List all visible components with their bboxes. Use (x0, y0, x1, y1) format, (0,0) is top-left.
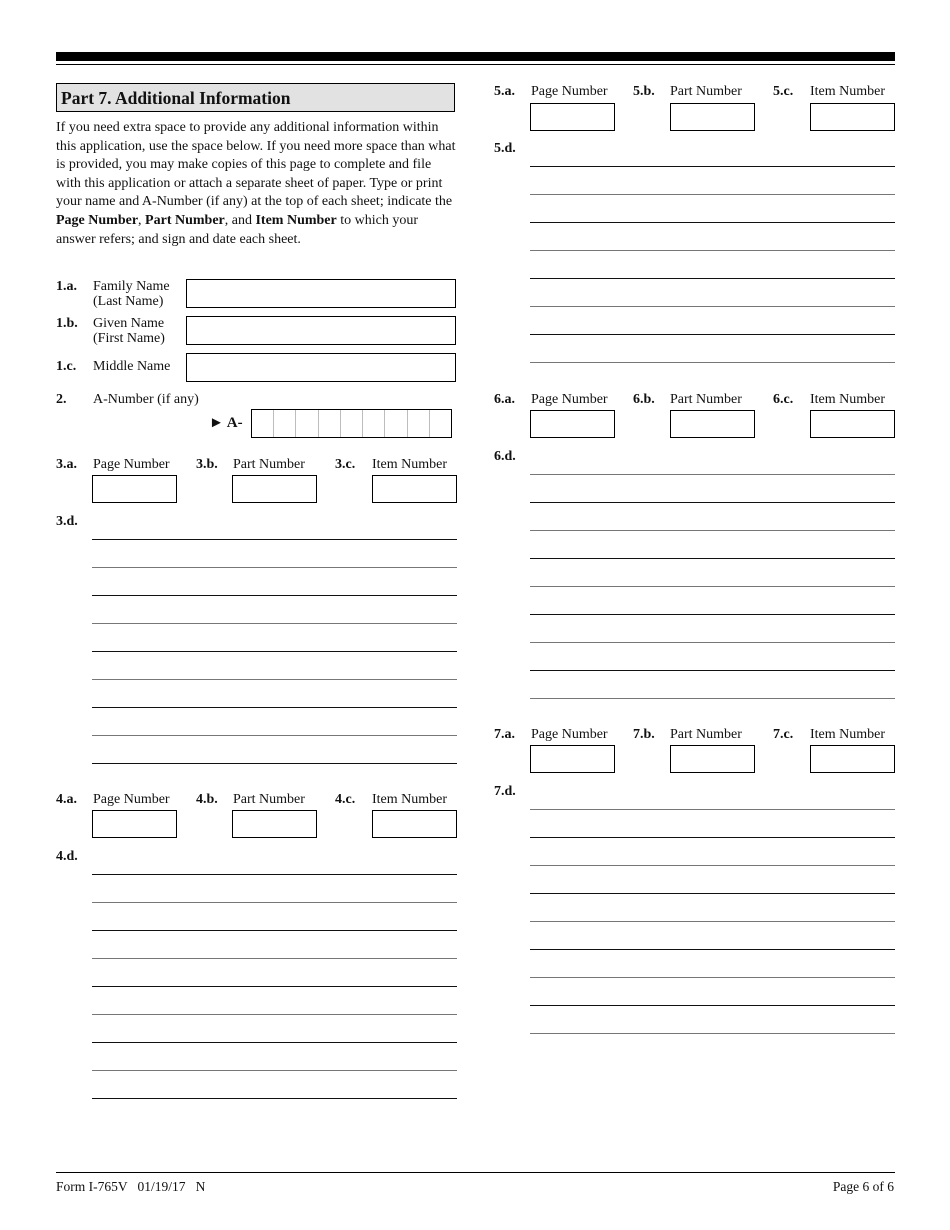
item-number-1b: 1.b. (56, 316, 78, 331)
page-number-field[interactable] (530, 410, 615, 438)
item-number-6b: 6.b. (633, 392, 655, 407)
page-number-field[interactable] (530, 103, 615, 131)
part-number-field[interactable] (670, 410, 755, 438)
item-number-7d: 7.d. (494, 784, 516, 799)
item-number-4d: 4.d. (56, 849, 78, 864)
item-number-4c: 4.c. (335, 792, 356, 807)
item-number-label: Item Number (372, 792, 448, 807)
given-name-label: Given Name (First Name) (93, 316, 165, 346)
item-number-4b: 4.b. (196, 792, 218, 807)
page-number-field[interactable] (530, 745, 615, 773)
item-number-1c: 1.c. (56, 359, 77, 374)
item-number-field[interactable] (810, 410, 895, 438)
item-number-7b: 7.b. (633, 727, 655, 742)
page-number-label: Page Number (531, 727, 608, 742)
page-number-label: Page Number (93, 457, 170, 472)
family-name-label: Family Name (Last Name) (93, 279, 170, 309)
given-name-field[interactable] (186, 316, 456, 345)
page-number-label: Page Number (93, 792, 170, 807)
item-number-label: Item Number (810, 392, 886, 407)
item-number-label: Item Number (810, 84, 886, 99)
top-rule-thick (56, 52, 895, 61)
part-number-label: Part Number (670, 727, 742, 742)
middle-name-label: Middle Name (93, 359, 171, 374)
item-number-field[interactable] (810, 103, 895, 131)
part-number-field[interactable] (232, 475, 317, 503)
page-number-label: Page Number (531, 392, 608, 407)
part-header: Part 7. Additional Information (56, 83, 455, 112)
a-number-prefix: ► A- (209, 415, 243, 431)
item-number-6a: 6.a. (494, 392, 515, 407)
item-number-5a: 5.a. (494, 84, 515, 99)
part-number-field[interactable] (670, 745, 755, 773)
page-indicator: Page 6 of 6 (832, 1179, 894, 1194)
item-number-7c: 7.c. (773, 727, 794, 742)
part-number-label: Part Number (233, 457, 305, 472)
a-number-label: A-Number (if any) (93, 392, 199, 407)
page-number-field[interactable] (92, 475, 177, 503)
item-number-1a: 1.a. (56, 279, 77, 294)
item-number-5d: 5.d. (494, 141, 516, 156)
item-number-7a: 7.a. (494, 727, 515, 742)
item-number-5c: 5.c. (773, 84, 794, 99)
family-name-field[interactable] (186, 279, 456, 308)
item-number-field[interactable] (372, 475, 457, 503)
item-number-3b: 3.b. (196, 457, 218, 472)
part-number-field[interactable] (670, 103, 755, 131)
top-rule-thin (56, 64, 895, 65)
intro-paragraph: If you need extra space to provide any additional information within this application, use the space below. If you need more space than what is provided, you may make copies of this page to complete and file with this application or attach a separate sheet of paper. Type or print your name and A-Number (if any) at the top of each sheet; indicate the Page Number, Part Number, and Item Number to which your answer refers; and sign and date each sheet. (56, 120, 456, 247)
item-number-5b: 5.b. (633, 84, 655, 99)
item-number-6c: 6.c. (773, 392, 794, 407)
item-number-3c: 3.c. (335, 457, 356, 472)
item-number-field[interactable] (372, 810, 457, 838)
item-number-6d: 6.d. (494, 449, 516, 464)
item-number-3a: 3.a. (56, 457, 77, 472)
item-number-field[interactable] (810, 745, 895, 773)
footer-rule (56, 1172, 895, 1173)
form-id: Form I-765V 01/19/17 N (56, 1179, 206, 1194)
item-number-label: Item Number (372, 457, 448, 472)
item-number-label: Item Number (810, 727, 886, 742)
part-number-field[interactable] (232, 810, 317, 838)
part-number-label: Part Number (670, 84, 742, 99)
page-number-label: Page Number (531, 84, 608, 99)
page-number-field[interactable] (92, 810, 177, 838)
part-number-label: Part Number (670, 392, 742, 407)
item-number-2: 2. (56, 392, 67, 407)
middle-name-field[interactable] (186, 353, 456, 382)
item-number-4a: 4.a. (56, 792, 77, 807)
item-number-3d: 3.d. (56, 514, 78, 529)
a-number-field[interactable] (251, 409, 452, 438)
part-number-label: Part Number (233, 792, 305, 807)
